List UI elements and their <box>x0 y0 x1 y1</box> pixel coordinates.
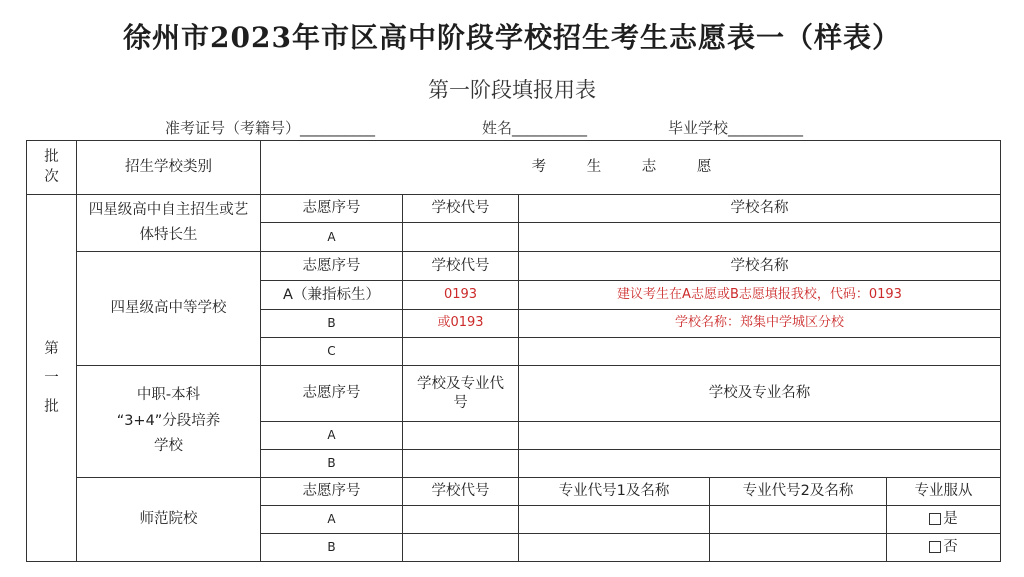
section3-category-line3: 学校 <box>154 438 183 455</box>
section2-col-name: 学校名称 <box>519 252 1001 281</box>
section1-row-name-input[interactable] <box>519 223 1001 252</box>
section3-category-line1: 中职-本科 <box>136 387 201 404</box>
section3-row-code-input[interactable] <box>403 450 519 478</box>
section2-category: 四星级高中等学校 <box>77 252 261 366</box>
section3-row-name-input[interactable] <box>519 422 1001 450</box>
section1-col-name: 学校名称 <box>519 195 1001 223</box>
application-form-table <box>26 140 1001 562</box>
obey-yes-label: 是 <box>943 511 958 528</box>
section4-col-major1: 专业代号1及名称 <box>519 478 710 506</box>
section4-row-code-input[interactable] <box>403 506 519 534</box>
section2-row-name-input[interactable]: 学校名称：郑集中学城区分校 <box>519 310 1001 338</box>
preferences-header: 考 生 志 愿 <box>261 141 1001 195</box>
graduation-school-field[interactable]: 毕业学校__________ <box>668 119 804 137</box>
section1-col-order: 志愿序号 <box>261 195 403 223</box>
name-field[interactable]: 姓名__________ <box>482 119 588 137</box>
obey-yes-option[interactable] <box>887 506 1001 534</box>
section1-row-code-input[interactable] <box>403 223 519 252</box>
section2-row-code-input[interactable]: 0193 <box>403 281 519 310</box>
section2-row-name-input[interactable] <box>519 338 1001 366</box>
section4-col-major2: 专业代号2及名称 <box>710 478 887 506</box>
section4-row-major2-input[interactable] <box>710 506 887 534</box>
section2-row-code-input[interactable] <box>403 338 519 366</box>
section3-col-order: 志愿序号 <box>261 366 403 422</box>
section4-col-code: 学校代号 <box>403 478 519 506</box>
section2-col-code: 学校代号 <box>403 252 519 281</box>
section4-row-major1-input[interactable] <box>519 506 710 534</box>
obey-no-label: 否 <box>943 539 958 556</box>
batch-one-cell: 第一批 <box>27 195 77 562</box>
section2-row-order: C <box>261 338 403 366</box>
section3-row-order: A <box>261 422 403 450</box>
section3-col-code: 学校及专业代号 <box>403 366 519 422</box>
section2-row-order: A（兼指标生） <box>261 281 403 310</box>
section2-row-order: B <box>261 310 403 338</box>
school-category-header: 招生学校类别 <box>77 141 261 195</box>
checkbox-icon[interactable] <box>929 541 941 553</box>
section3-category-line2: “3+4”分段培养 <box>116 412 221 429</box>
section3-category <box>77 366 261 478</box>
exam-number-field[interactable]: 准考证号（考籍号）__________ <box>165 119 376 137</box>
section1-category: 四星级高中自主招生或艺体特长生 <box>77 195 261 252</box>
section2-row-name-input[interactable]: 建议考生在A志愿或B志愿填报我校，代码：0193 <box>519 281 1001 310</box>
section1-row-order: A <box>261 223 403 252</box>
section2-row-code-input[interactable]: 或0193 <box>403 310 519 338</box>
section4-col-order: 志愿序号 <box>261 478 403 506</box>
section4-row-order: B <box>261 534 403 562</box>
obey-no-option[interactable] <box>887 534 1001 562</box>
section3-col-name: 学校及专业名称 <box>519 366 1001 422</box>
section4-row-order: A <box>261 506 403 534</box>
section4-col-obey: 专业服从 <box>887 478 1001 506</box>
section4-category: 师范院校 <box>77 478 261 562</box>
section1-col-code: 学校代号 <box>403 195 519 223</box>
section4-row-code-input[interactable] <box>403 534 519 562</box>
page-subtitle: 第一阶段填报用表 <box>428 78 596 102</box>
batch-header: 批次 <box>27 141 77 195</box>
section4-row-major1-input[interactable] <box>519 534 710 562</box>
checkbox-icon[interactable] <box>929 513 941 525</box>
section3-row-order: B <box>261 450 403 478</box>
section3-row-code-input[interactable] <box>403 422 519 450</box>
section3-row-name-input[interactable] <box>519 450 1001 478</box>
section4-row-major2-input[interactable] <box>710 534 887 562</box>
info-line <box>0 117 1024 139</box>
section2-col-order: 志愿序号 <box>261 252 403 281</box>
page-title: 徐州市2023年市区高中阶段学校招生考生志愿表一（样表） <box>123 21 901 54</box>
